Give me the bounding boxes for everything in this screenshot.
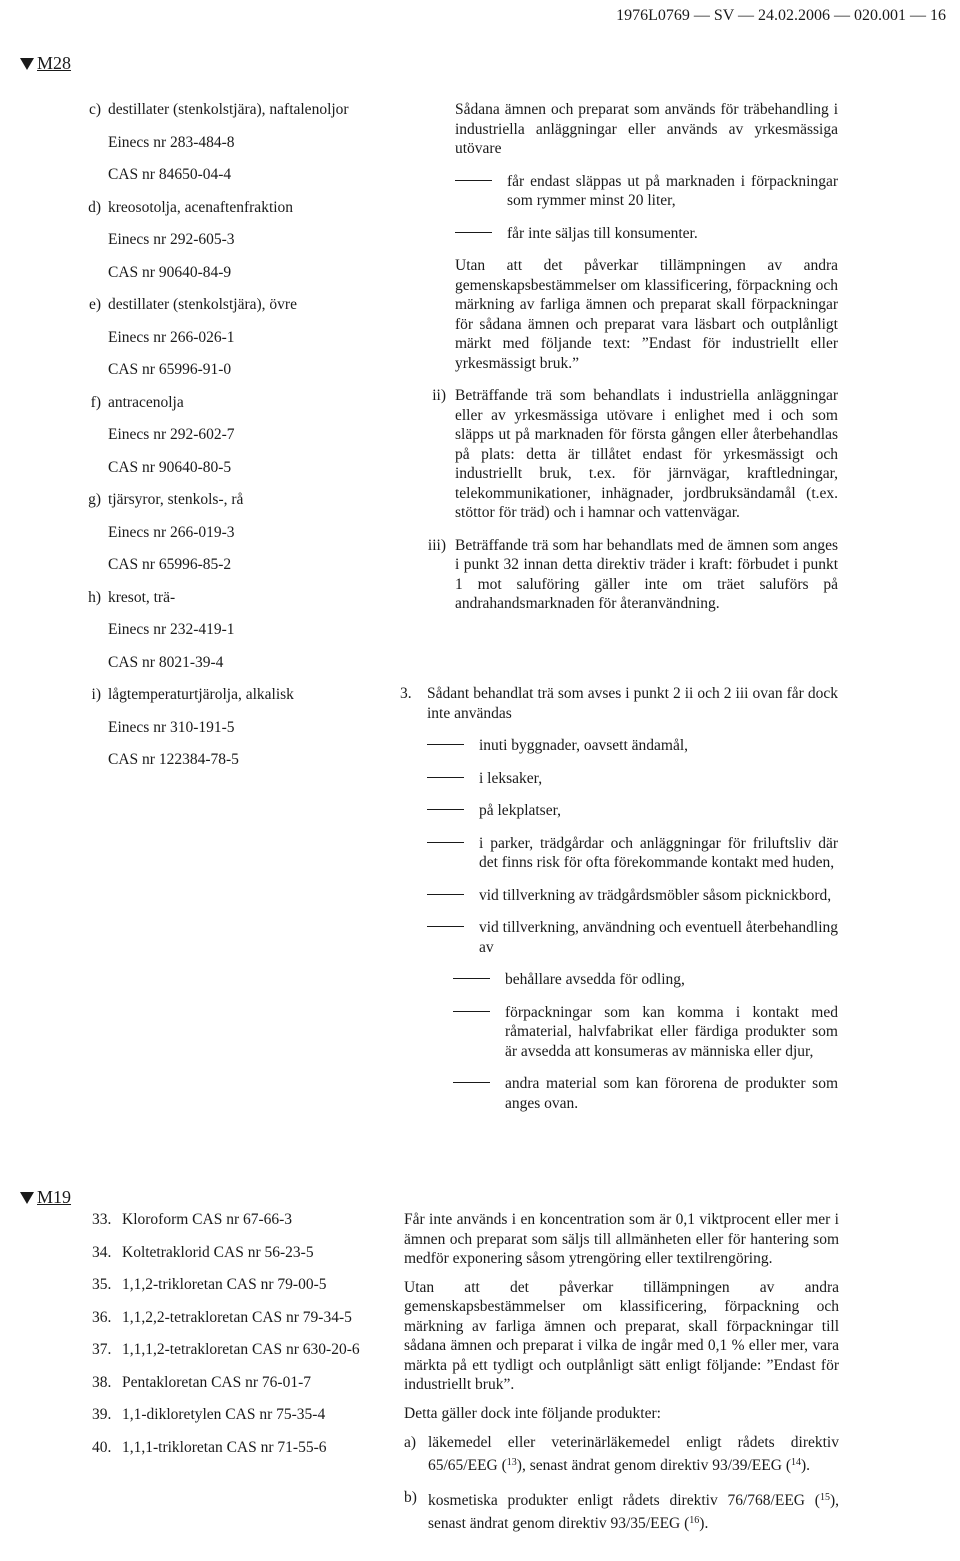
sub-dash-item: andra material som kan förorena de produkter som anges ovan. xyxy=(453,1074,838,1113)
chlorinated-solvents-text xyxy=(404,1210,839,1533)
amendment-marker-m28 xyxy=(20,54,71,74)
list-item: 36. 1,1,2,2-tetrakloretan CAS nr 79-34-5 xyxy=(92,1308,352,1326)
list-item: a) läkemedel eller veterinärläkemedel enligt rådets direktiv 65/65/EEG ($^{13}$), senast ändrat genom direktiv 93/39/EEG ($^{14}$). xyxy=(404,1434,839,1474)
list-item: d) kreosotolja, acenaftenfraktion xyxy=(88,198,294,216)
cas-number: CAS nr 65996-91-0 xyxy=(108,361,232,378)
einecs-number: Einecs nr 292-602-7 xyxy=(108,426,235,443)
numbered-substance-list xyxy=(92,1210,379,1457)
dash-item: får endast släppas ut på marknaden i förpackningar som rymmer minst 20 liter, xyxy=(455,172,838,211)
dash-icon xyxy=(453,970,505,990)
list-item: f) antracenolja xyxy=(90,393,184,411)
einecs-number: Einecs nr 283-484-8 xyxy=(108,133,235,151)
cas-number: CAS nr 65996-85-2 xyxy=(108,556,232,573)
dash-icon xyxy=(427,886,479,906)
dash-icon xyxy=(427,918,479,957)
sub-dash-item: förpackningar som kan komma i kontakt med råmaterial, halvfabrikat eller färdiga produkter som är avsedda att konsumeras av människa eller djur, xyxy=(453,1003,838,1062)
paragraph: Detta gäller dock inte följande produkter: xyxy=(404,1404,661,1422)
list-item: e) destillater (stenkolstjära), övre xyxy=(88,296,297,313)
dash-icon xyxy=(427,736,479,756)
cas-number: CAS nr 122384-78-5 xyxy=(108,751,239,768)
dash-item: på lekplatser, xyxy=(427,801,838,821)
cas-number: CAS nr 8021-39-4 xyxy=(108,653,224,671)
numbered-paragraph: 3. Sådant behandlat trä som avses i punkt 2 ii och 2 iii ovan får dock inte användas xyxy=(400,685,838,722)
item-iii: iii) Beträffande trä som har behandlats med de ämnen som anges i punkt 32 innan detta direktiv träder i kraft: förbudet i punkt 1 mot saluföring gäller inte om träet saluförs på andrahandsmarknaden för återanvändning. xyxy=(427,536,838,612)
substance-list xyxy=(88,100,385,770)
list-item: h) kresot, trä- xyxy=(88,588,176,606)
cas-number: CAS nr 90640-80-5 xyxy=(108,458,232,476)
labelling-paragraph: Utan att det påverkar tillämpningen av andra gemenskapsbestämmelser om klassificering, förpackning och märkning av farliga ämnen och preparat skall förpackningar för sådana ämnen och preparat vara läsbart och outplånligt märkt med följande text: ”Endast för industriellt eller yrkesmässigt bruk.” xyxy=(455,257,838,372)
list-item: c) destillater (stenkolstjära), naftalenoljor xyxy=(88,101,349,118)
dash-item: får inte säljas till konsumenter. xyxy=(455,224,838,244)
paragraph: Utan att det påverkar tillämpningen av andra gemenskapsbestämmelser om klassificering, förpackning och märkning av farliga ämnen och preparat, skall förpackningar till sådana ämnen och preparat i vilka de ingår med 0,1 % eller mer, vara märkta på ett tydligt och outplånligt sätt enligt följande: ”Endast för industriellt bruk”. xyxy=(404,1278,839,1393)
triangle-down-icon xyxy=(20,1192,34,1204)
cas-number: CAS nr 90640-84-9 xyxy=(108,263,232,281)
list-item: 40. 1,1,1-trikloretan CAS nr 71-55-6 xyxy=(92,1438,327,1456)
einecs-number: Einecs nr 292-605-3 xyxy=(108,231,235,248)
footnote-ref[interactable]: 16 xyxy=(689,1514,700,1526)
amendment-marker-m19 xyxy=(20,1188,71,1208)
intro-paragraph: Sådana ämnen och preparat som används för träbehandling i industriella anläggningar eller används av yrkesmässiga utövare xyxy=(455,101,838,157)
triangle-down-icon xyxy=(20,58,34,70)
list-item: b) kosmetiska produkter enligt rådets direktiv 76/768/EEG ($^{15}$), senast ändrat genom direktiv 93/35/EEG ($^{16}$). xyxy=(404,1489,839,1532)
dash-icon xyxy=(427,801,479,821)
einecs-number: Einecs nr 232-419-1 xyxy=(108,621,235,638)
paragraph: Får inte används i en koncentration som är 0,1 viktprocent eller mer i ämnen och preparat som säljs till allmänheten eller för hantering som medför exponering såsom ytrengöring eller textilrengöring. xyxy=(404,1211,839,1267)
restriction-text xyxy=(427,100,838,614)
dash-item: inuti byggnader, oavsett ändamål, xyxy=(427,736,838,756)
marker-label: M19 xyxy=(37,1187,72,1207)
list-item: i) lågtemperaturtjärolja, alkalisk xyxy=(91,686,294,703)
dash-item: i leksaker, xyxy=(427,769,838,789)
item-ii: ii) Beträffande trä som behandlats i industriella anläggningar eller av yrkesmässiga utövare i enlighet med i och som släpps ut på marknaden för första gången eller återbehandlas på plats: detta är tillåtet endast för yrkesmässigt och industriellt bruk, t.ex. för järnvägar, kraftledningar, telekommunikationer, inhägnader, jordbruksändamål (t.ex. stöttor för träd) och i hamnar och vattenvägar. xyxy=(432,387,838,521)
footnote-ref[interactable]: 13 xyxy=(506,1456,517,1468)
dash-icon xyxy=(427,769,479,789)
cas-number: CAS nr 84650-04-4 xyxy=(108,166,232,183)
dash-icon xyxy=(453,1074,505,1113)
dash-item: vid tillverkning, användning och eventuell återbehandling av xyxy=(427,918,838,957)
list-item: 35. 1,1,2-trikloretan CAS nr 79-00-5 xyxy=(92,1276,327,1293)
list-item: 38. Pentakloretan CAS nr 76-01-7 xyxy=(92,1373,311,1391)
marker-label: M28 xyxy=(37,53,72,73)
dash-icon xyxy=(455,224,507,244)
dash-item: vid tillverkning av trädgårdsmöbler såsom picknickbord, xyxy=(427,886,838,906)
page-header: 1976L0769 — SV — 24.02.2006 — 020.001 — 16 xyxy=(616,7,946,24)
einecs-number: Einecs nr 310-191-5 xyxy=(108,718,235,736)
dash-item: i parker, trädgårdar och anläggningar för friluftsliv där det finns risk för ofta förekommande kontakt med huden, xyxy=(427,834,838,873)
list-item: 39. 1,1-dikloretylen CAS nr 75-35-4 xyxy=(92,1406,326,1423)
einecs-number: Einecs nr 266-026-1 xyxy=(108,328,235,346)
list-item: g) tjärsyror, stenkols-, rå xyxy=(88,491,244,508)
dash-icon xyxy=(455,172,507,211)
footnote-ref[interactable]: 14 xyxy=(790,1456,801,1468)
einecs-number: Einecs nr 266-019-3 xyxy=(108,523,235,541)
list-item: 34. Koltetraklorid CAS nr 56-23-5 xyxy=(92,1243,314,1261)
list-item: 37. 1,1,1,2-tetrakloretan CAS nr 630-20-6 xyxy=(92,1341,360,1358)
dash-icon xyxy=(453,1003,505,1062)
footnote-ref[interactable]: 15 xyxy=(819,1492,830,1503)
sub-dash-item: behållare avsedda för odling, xyxy=(453,970,838,990)
list-item: 33. Kloroform CAS nr 67-66-3 xyxy=(92,1211,293,1228)
paragraph-3 xyxy=(400,684,838,1113)
dash-icon xyxy=(427,834,479,873)
